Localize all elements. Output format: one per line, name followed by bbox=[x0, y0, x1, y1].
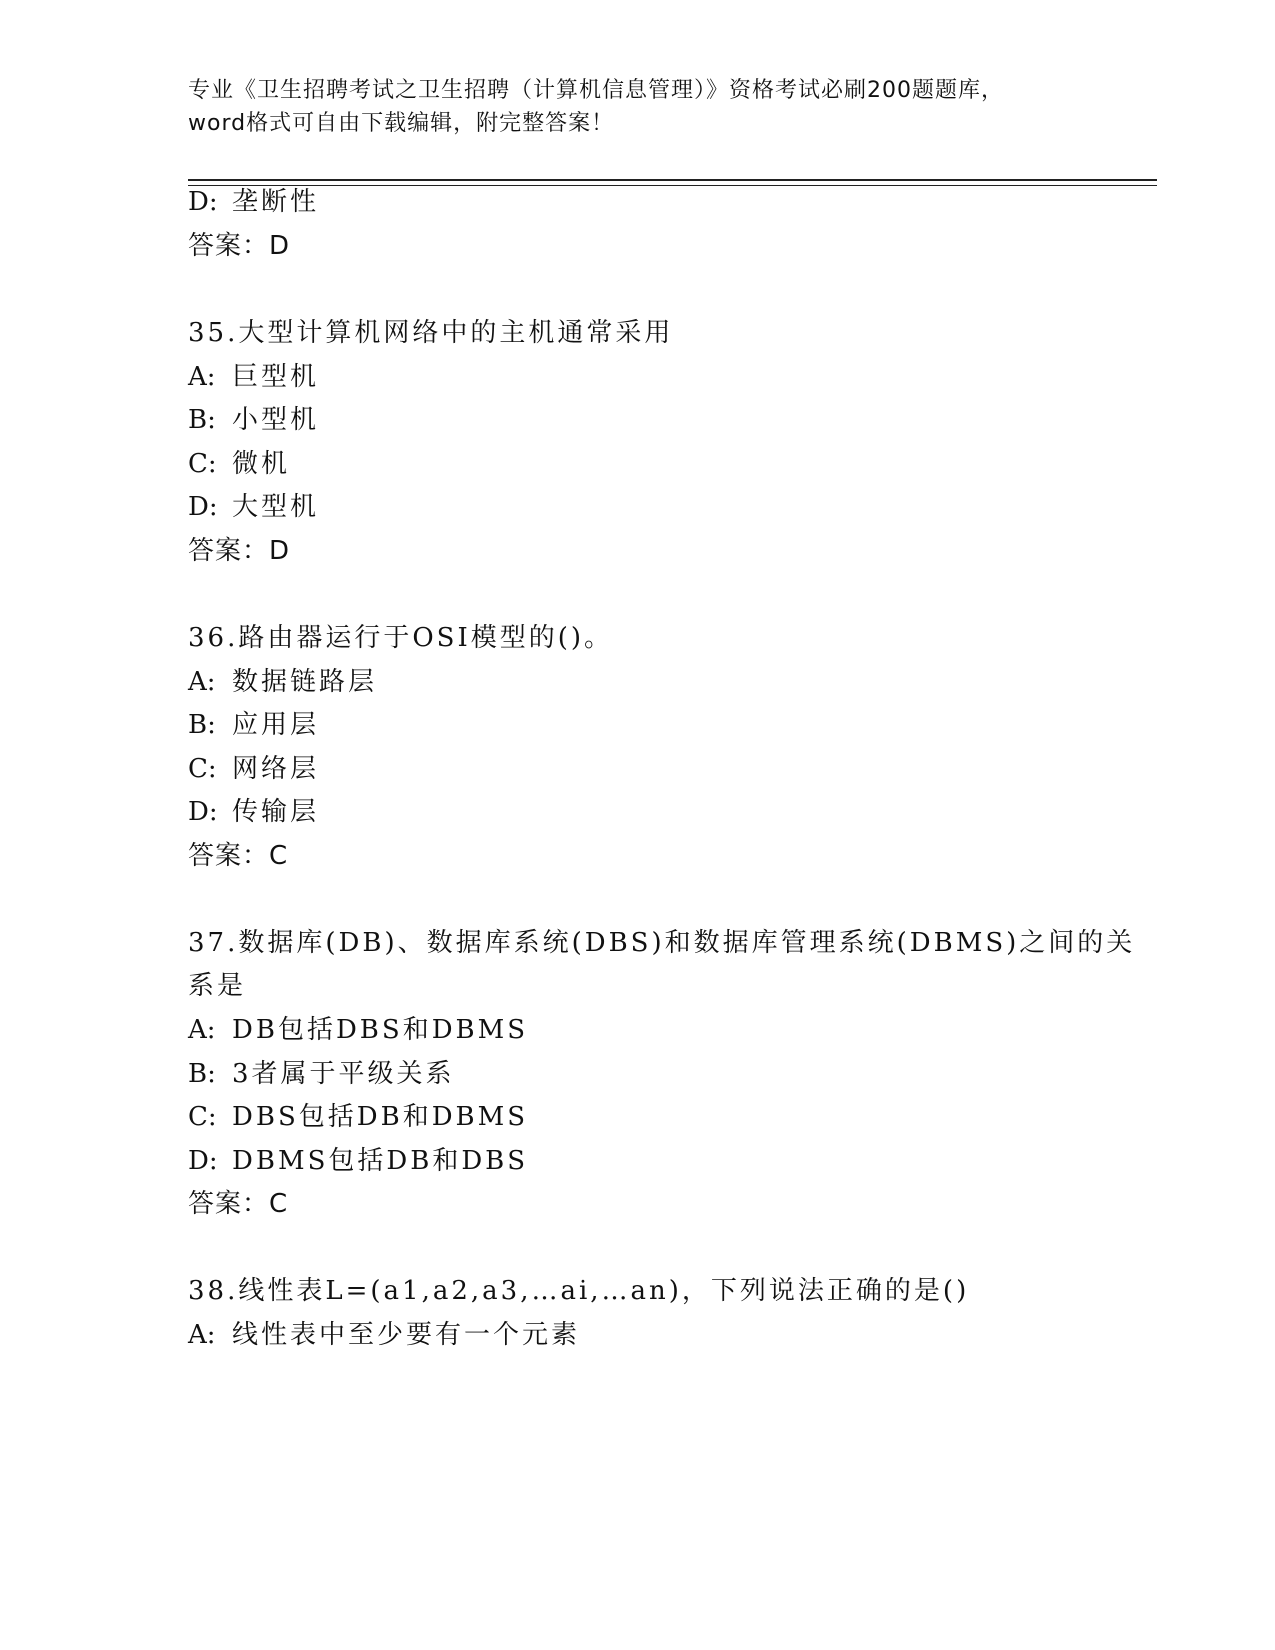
option-text: 微机 bbox=[232, 449, 291, 479]
question-37-option-b bbox=[188, 1057, 455, 1091]
question-38-option-a bbox=[188, 1318, 580, 1352]
header-divider-thin bbox=[188, 185, 1157, 186]
question-36-answer: 答案：C bbox=[188, 841, 289, 871]
option-letter: B: bbox=[188, 710, 216, 740]
question-38-stem: 38.线性表L=(a1,a2,a3,…ai,…an)，下列说法正确的是() bbox=[188, 1276, 970, 1306]
prev-option-d bbox=[188, 185, 319, 219]
option-letter: A: bbox=[188, 1015, 216, 1045]
question-37-answer: 答案：C bbox=[188, 1189, 289, 1219]
question-37-stem-line-1: 37.数据库(DB)、数据库系统(DBS)和数据库管理系统(DBMS)之间的关 bbox=[188, 928, 1136, 958]
option-text: 传输层 bbox=[232, 797, 320, 827]
header-title-line-1: 专业《卫生招聘考试之卫生招聘（计算机信息管理）》资格考试必刷200题题库， bbox=[188, 78, 1004, 103]
option-letter: D: bbox=[188, 797, 218, 827]
question-37-stem-line-2: 系是 bbox=[188, 971, 247, 1001]
prev-answer: 答案：D bbox=[188, 231, 291, 261]
option-letter: C: bbox=[188, 449, 217, 479]
option-letter: D: bbox=[188, 1146, 218, 1176]
document-header bbox=[188, 74, 1088, 140]
option-text: 线性表中至少要有一个元素 bbox=[232, 1320, 581, 1350]
option-text: DB包括DBS和DBMS bbox=[232, 1015, 529, 1045]
option-text: 网络层 bbox=[232, 754, 320, 784]
option-letter: C: bbox=[188, 1102, 217, 1132]
question-37-option-c bbox=[188, 1100, 528, 1134]
header-divider-thick bbox=[188, 179, 1157, 181]
question-35-option-d bbox=[188, 490, 319, 524]
option-text: 应用层 bbox=[232, 710, 320, 740]
question-35-option-c bbox=[188, 447, 290, 481]
option-text: 巨型机 bbox=[232, 362, 320, 392]
question-36-stem: 36.路由器运行于OSI模型的()。 bbox=[188, 623, 614, 653]
question-36-option-d bbox=[188, 795, 319, 829]
question-36-option-b bbox=[188, 708, 319, 742]
question-36-option-c bbox=[188, 752, 319, 786]
option-text: DBMS包括DB和DBS bbox=[232, 1146, 529, 1176]
option-letter: A: bbox=[188, 667, 216, 697]
header-title-line-2: word格式可自由下载编辑，附完整答案！ bbox=[188, 111, 615, 136]
question-35-stem: 35.大型计算机网络中的主机通常采用 bbox=[188, 318, 674, 348]
option-letter: B: bbox=[188, 1059, 216, 1089]
option-text: 垄断性 bbox=[232, 187, 320, 217]
option-text: 小型机 bbox=[232, 405, 320, 435]
option-letter: D: bbox=[188, 187, 218, 217]
question-37-option-d bbox=[188, 1144, 528, 1178]
option-letter: A: bbox=[188, 1320, 216, 1350]
option-letter: D: bbox=[188, 492, 218, 522]
option-letter: B: bbox=[188, 405, 216, 435]
question-37-option-a bbox=[188, 1013, 528, 1047]
question-35-option-a bbox=[188, 360, 319, 394]
option-letter: A: bbox=[188, 362, 216, 392]
option-text: 大型机 bbox=[232, 492, 320, 522]
option-text: 3者属于平级关系 bbox=[232, 1059, 455, 1089]
option-text: DBS包括DB和DBMS bbox=[232, 1102, 529, 1132]
question-35-answer: 答案：D bbox=[188, 536, 291, 566]
question-35-option-b bbox=[188, 403, 319, 437]
option-text: 数据链路层 bbox=[232, 667, 378, 697]
option-letter: C: bbox=[188, 754, 217, 784]
question-36-option-a bbox=[188, 665, 377, 699]
